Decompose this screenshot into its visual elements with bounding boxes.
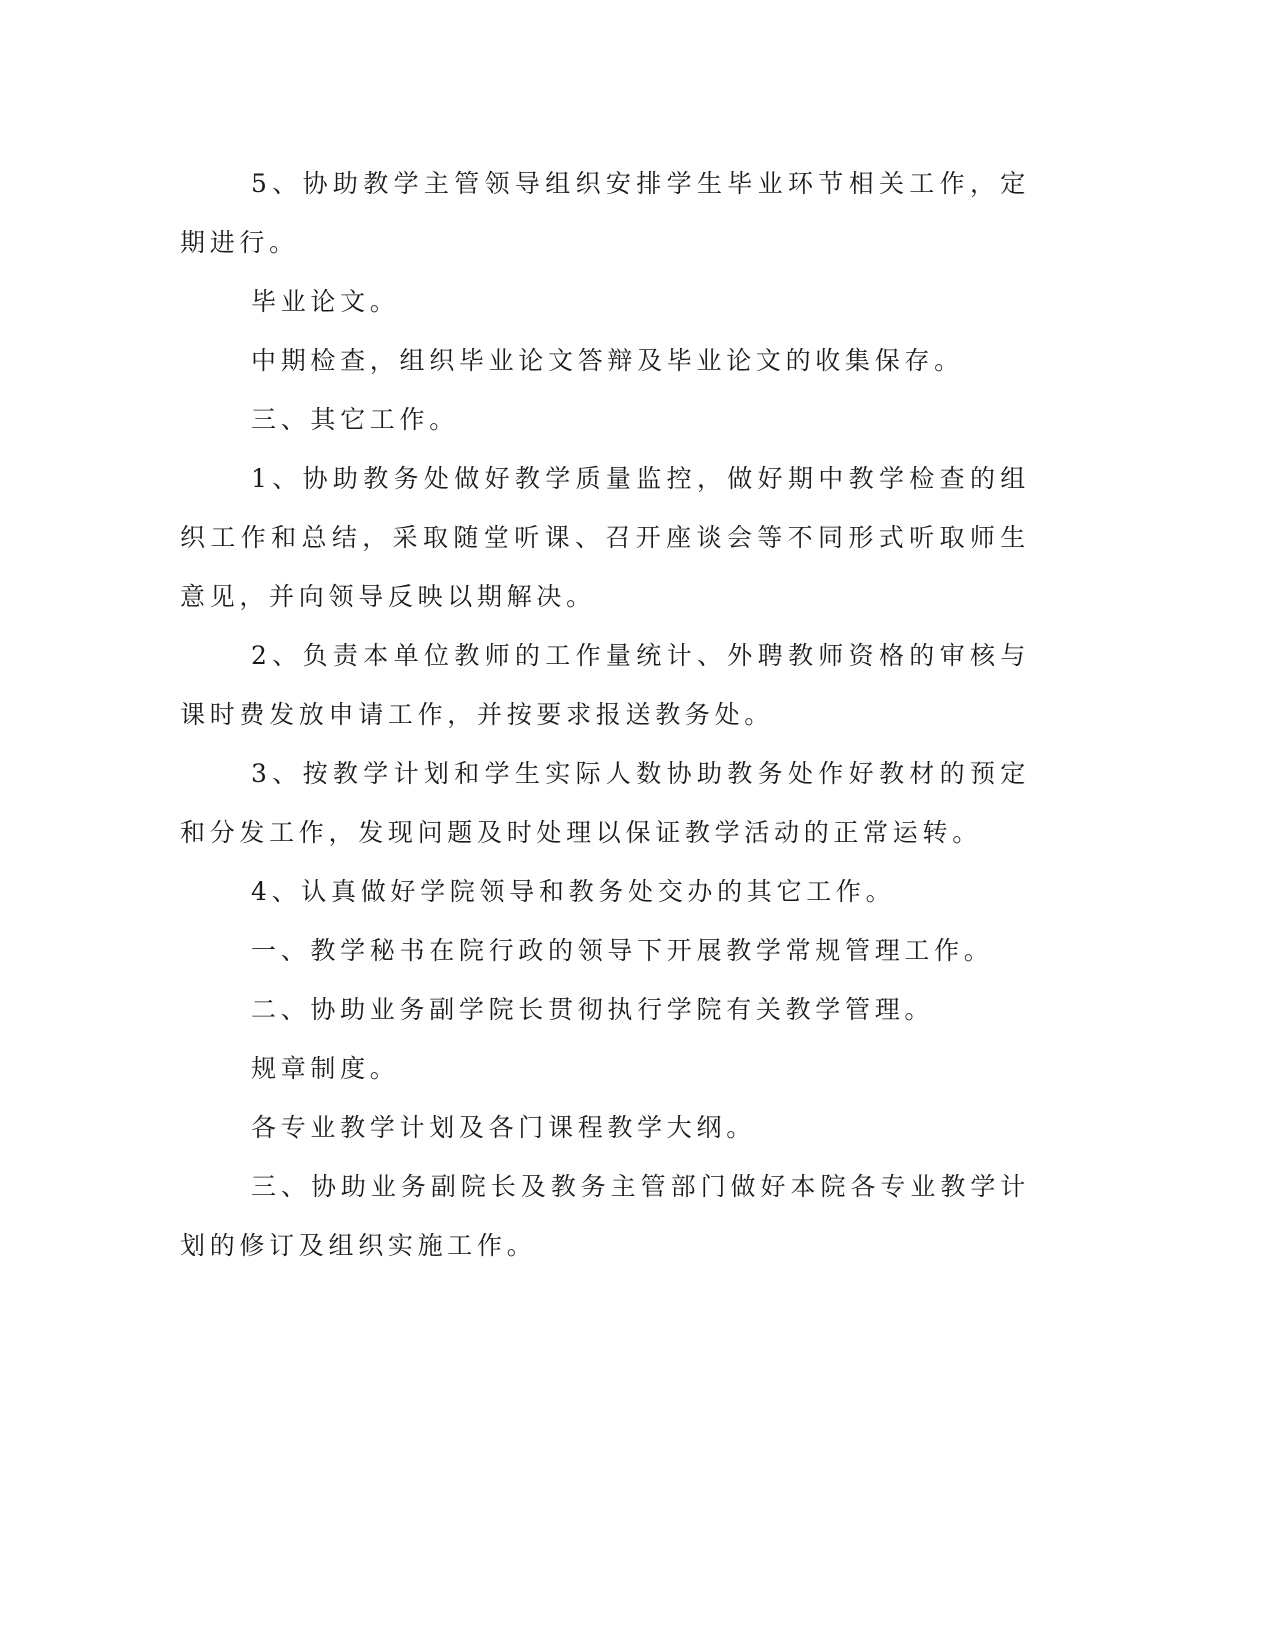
- paragraph-rules: 规章制度。: [251, 1054, 400, 1083]
- heading-other-work: 三、其它工作。: [251, 405, 459, 434]
- paragraph-assigned-work: 4、认真做好学院领导和教务处交办的其它工作。: [251, 877, 896, 906]
- heading-assist-vice-dean: 二、协助业务副学院长贯彻执行学院有关教学管理。: [251, 995, 935, 1024]
- paragraph-graduation-thesis: 毕业论文。: [251, 287, 400, 316]
- paragraph-workload-statistics: 2、负责本单位教师的工作量统计、外聘教师资格的审核与课时费发放申请工作，并按要求报送教务处。: [180, 641, 1030, 729]
- paragraph-graduation-arrangement: 5、协助教学主管领导组织安排学生毕业环节相关工作，定期进行。: [180, 169, 1030, 257]
- heading-plan-revision: 三、协助业务副院长及教务主管部门做好本院各专业教学计划的修订及组织实施工作。: [180, 1172, 1030, 1260]
- document-body: [180, 154, 1030, 1275]
- paragraph-midterm-check: 中期检查，组织毕业论文答辩及毕业论文的收集保存。: [251, 346, 964, 375]
- paragraph-textbook-ordering: 3、按教学计划和学生实际人数协助教务处作好教材的预定和分发工作，发现问题及时处理以保证教学活动的正常运转。: [180, 759, 1030, 847]
- paragraph-quality-monitoring: 1、协助教务处做好教学质量监控，做好期中教学检查的组织工作和总结，采取随堂听课、召开座谈会等不同形式听取师生意见，并向领导反映以期解决。: [180, 464, 1030, 611]
- paragraph-curriculum-syllabus: 各专业教学计划及各门课程教学大纲。: [251, 1113, 756, 1142]
- heading-teaching-secretary: 一、教学秘书在院行政的领导下开展教学常规管理工作。: [251, 936, 994, 965]
